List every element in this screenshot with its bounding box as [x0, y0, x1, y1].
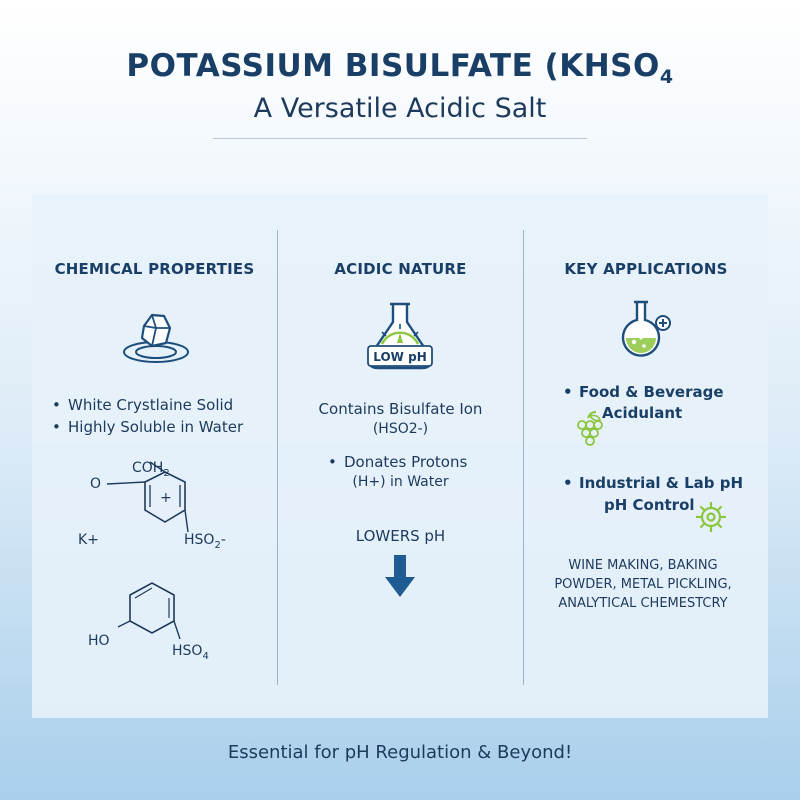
oxygen-label: O: [90, 476, 102, 492]
ph-control-text: pH Control: [604, 496, 695, 514]
column-divider-right: [523, 230, 524, 685]
hso4-text: HSO: [172, 643, 203, 659]
bisulfate-formula-text: (HSO2-): [372, 421, 429, 437]
food-beverage-bullet: • Food & Beverage: [579, 383, 724, 401]
title-text: POTASSIUM BISULFATE (KHSO: [126, 48, 660, 84]
coh-label: [132, 460, 170, 479]
page-subtitle: A Versatile Acidic Salt: [253, 93, 547, 124]
examples-line-3: ANALYTICAL CHEMESTCRY: [558, 596, 728, 611]
chemical-bullet-2: • Highly Soluble in Water: [68, 418, 243, 436]
footer-tagline: Essential for pH Regulation & Beyond!: [227, 742, 573, 763]
protons-in-water-text: (H+) in Water: [352, 474, 449, 490]
acidic-nature-heading: ACIDIC NATURE: [334, 260, 467, 278]
title-subscript: 4: [659, 66, 674, 89]
acidulant-text: Acidulant: [602, 404, 683, 422]
industrial-lab-bullet: • Industrial & Lab pH: [579, 474, 743, 492]
bisulfate-ion-text: Contains Bisulfate Ion: [318, 400, 483, 418]
hydroxyl-label: HO: [88, 633, 110, 649]
hso2-label: [184, 532, 226, 551]
coh-subscript: 2: [163, 468, 170, 479]
hso4-label: [172, 643, 209, 662]
down-arrow-icon: [385, 555, 415, 597]
applications-examples: [548, 556, 738, 613]
grapes-icon: [572, 410, 604, 450]
chemical-bullet-1: • White Crystlaine Solid: [68, 396, 233, 414]
gear-icon: [694, 500, 728, 534]
crystal-icon: [118, 310, 198, 370]
lowers-ph-label: LOWERS pH: [355, 527, 446, 545]
structure-diagram-2: [80, 575, 240, 665]
chemical-properties-heading: CHEMICAL PROPERTIES: [54, 260, 255, 278]
potassium-label: K+: [78, 532, 99, 548]
examples-line-1: WINE MAKING, BAKING: [568, 558, 718, 573]
hso2-subscript: 2: [214, 540, 221, 551]
plus-charge-label: +: [160, 490, 172, 506]
examples-line-2: POWDER, METAL PICKLING,: [554, 577, 732, 592]
hso2-text: HSO: [184, 532, 215, 548]
hso4-subscript: 4: [202, 651, 209, 662]
hso2-charge: -: [220, 532, 226, 548]
coh-text: COH: [132, 460, 164, 476]
lab-flask-icon: [620, 298, 680, 368]
structure-diagram-1: [60, 450, 270, 560]
page-title: [0, 48, 800, 88]
title-divider: [213, 138, 587, 139]
donates-protons-bullet: • Donates Protons: [344, 453, 467, 471]
low-ph-label: LOW pH: [373, 350, 427, 364]
flask-gauge-icon: [360, 300, 440, 375]
key-applications-heading: KEY APPLICATIONS: [564, 260, 728, 278]
column-divider-left: [277, 230, 278, 685]
